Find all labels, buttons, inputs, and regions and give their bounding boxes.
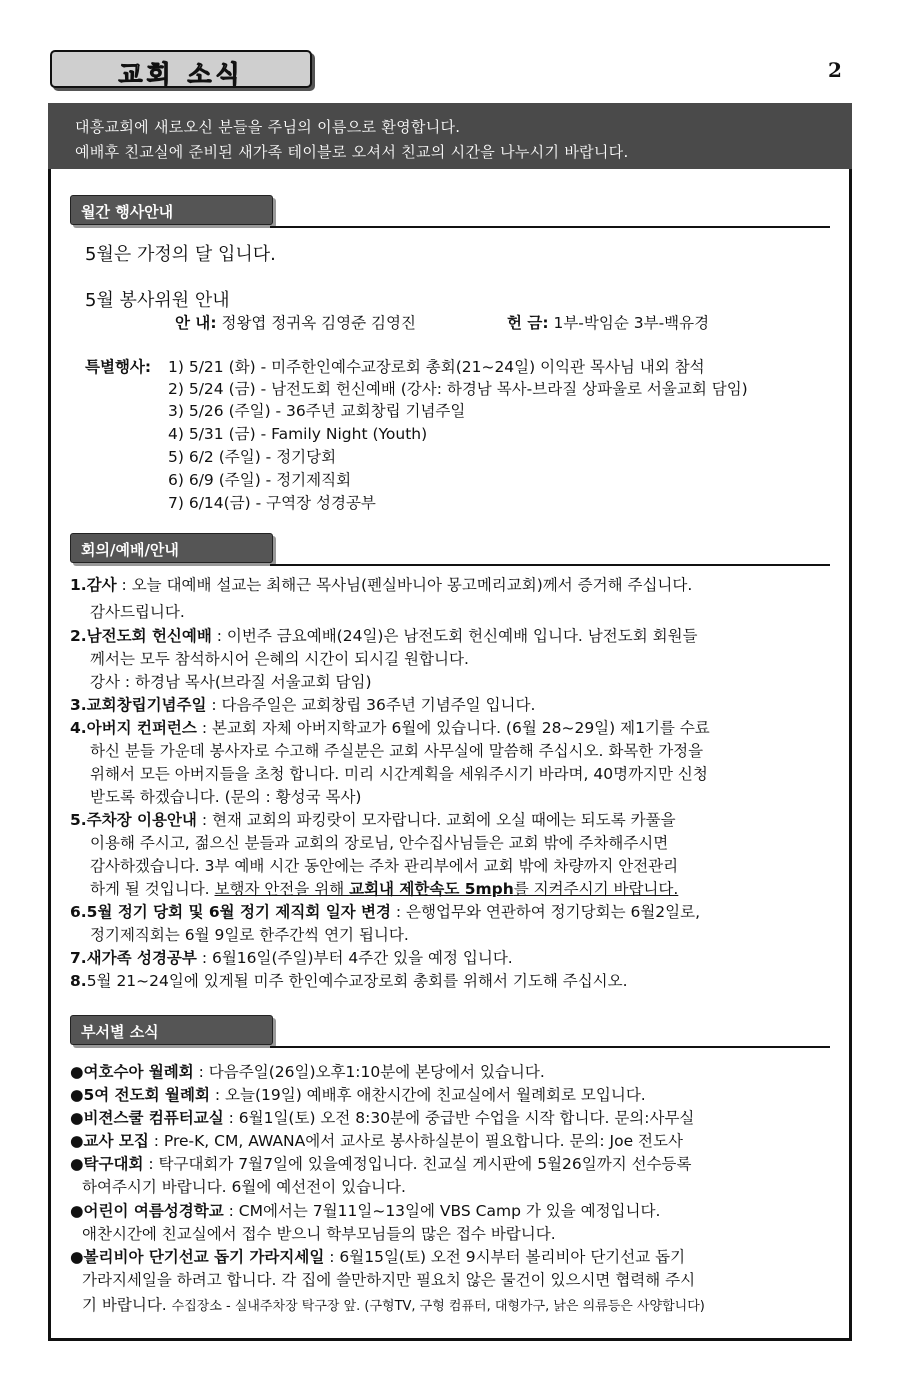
notice-5-line-4: [90, 877, 678, 899]
notice-6: [70, 900, 700, 922]
section-title-box: [50, 50, 312, 88]
page-number: 2: [828, 58, 842, 82]
notice-5-text: : 현재 교회의 파킹랏이 모자랍니다. 교회에 오실 때에는 되도록 카풀을: [196, 811, 676, 829]
month-theme: 5월은 가정의 달 입니다.: [85, 244, 276, 265]
special-event-item: 1) 5/21 (화) - 미주한인예수교장로회 총회(21~24일) 이익관 목사님 내외 참석: [168, 358, 705, 376]
special-event-item: 2) 5/24 (금) - 남전도회 헌신예배 (강사: 하경남 목사-브라질 상파울로 서울교회 담임): [168, 380, 748, 398]
dept-item: [70, 1245, 685, 1267]
notice-7-title: 7.새가족 성경공부: [70, 949, 197, 967]
special-event-item: 4) 5/31 (금) - Family Night (Youth): [168, 425, 428, 443]
dept-item: [70, 1152, 692, 1174]
section-rule: [270, 226, 830, 228]
special-event-item: 5) 6/2 (주일) - 정기당회: [168, 448, 337, 466]
offering-line: [507, 311, 709, 333]
dept-item-title: ●볼리비아 단기선교 돕기 가라지세일: [70, 1248, 325, 1266]
dept-item: [70, 1106, 694, 1128]
notice-5-line-3: 감사하겠습니다. 3부 예배 시간 동안에는 주차 관리부에서 교회 밖에 차량까지 안전관리: [90, 857, 679, 875]
dept-item: [70, 1129, 683, 1151]
volunteers-title: 5월 봉사위원 안내: [85, 290, 230, 311]
dept-item-text: : 다음주일(26일)오후1:10분에 본당에서 있습니다.: [193, 1063, 545, 1081]
collection-note: 수집장소 - 실내주차장 탁구장 앞. (구형TV, 구형 컴퓨터, 대형가구, 낡은 의류등은 사양합니다): [171, 1299, 705, 1314]
notice-1: [70, 573, 692, 595]
notice-3-title: 3.교회창립기념주일: [70, 696, 207, 714]
dept-item-text: : 탁구대회가 7월7일에 있을예정입니다. 친교실 게시판에 5월26일까지 선수등록: [143, 1155, 692, 1173]
notice-8-title: 8.: [70, 972, 87, 990]
notice-4: [70, 716, 710, 738]
notice-4-line-2: 하신 분들 가운데 봉사자로 수고해 주실분은 교회 사무실에 말씀해 주십시오. 화목한 가정을: [90, 742, 704, 760]
section-rule: [270, 564, 830, 566]
departments-heading-label: 부서별 소식: [81, 1023, 159, 1041]
offering-names: 1부-박임순 3부-백유경: [548, 314, 710, 332]
notice-6-title: 6.5월 정기 당회 및 6월 정기 제직회 일자 변경: [70, 903, 391, 921]
dept-item-title: ●탁구대회: [70, 1155, 144, 1173]
notice-5-line-4-a: 하게 될 것입니다.: [90, 880, 215, 898]
page-title: 교회 소식: [118, 60, 244, 89]
offering-label: 헌 금:: [507, 314, 549, 332]
dept-item: [70, 1083, 646, 1105]
usher-line: [175, 311, 416, 333]
usher-names: 정왕엽 정귀옥 김영준 김영진: [216, 314, 416, 332]
dept-item: [70, 1199, 660, 1221]
notice-2-text: : 이번주 금요예배(24일)은 남전도회 헌신예배 입니다. 남전도회 회원들: [211, 627, 698, 645]
notices-heading: [70, 533, 273, 563]
notices-heading-label: 회의/예배/안내: [81, 541, 179, 559]
special-event-item: 3) 5/26 (주일) - 36주년 교회창립 기념주일: [168, 402, 466, 420]
notice-3-text: : 다음주일은 교회창립 36주년 기념주일 입니다.: [206, 696, 536, 714]
monthly-events-heading-label: 월간 행사안내: [81, 203, 174, 221]
notice-7: [70, 946, 513, 968]
notice-2-line-3: 강사 : 하경남 목사(브라질 서울교회 담임): [90, 673, 372, 691]
welcome-line-1: 대흥교회에 새로오신 분들을 주님의 이름으로 환영합니다.: [75, 118, 461, 136]
dept-item-line-2: 가라지세일을 하려고 합니다. 각 집에 쓸만하지만 필요치 않은 물건이 있으시면 협력해 주시: [82, 1271, 696, 1289]
notice-4-line-4: 받도록 하겠습니다. (문의 : 황성국 목사): [90, 788, 362, 806]
notice-8-text: 5월 21~24일에 있게될 미주 한인예수교장로회 총회를 위해서 기도해 주십시오.: [86, 972, 628, 990]
dept-item-text: : 6월1일(토) 오전 8:30분에 중급반 수업을 시작 합니다. 문의:사무실: [223, 1109, 695, 1127]
notice-2-title: 2.남전도회 헌신예배: [70, 627, 212, 645]
usher-label: 안 내:: [175, 314, 217, 332]
notice-5-title: 5.주차장 이용안내: [70, 811, 197, 829]
notice-5: [70, 808, 676, 830]
special-event-item: 6) 6/9 (주일) - 정기제직회: [168, 471, 352, 489]
dept-item-title: ●여호수아 월례회: [70, 1063, 194, 1081]
notice-5-line-4-b: 보행자 안전을 위해: [214, 880, 350, 898]
dept-item-line-3-a: 기 바랍니다.: [82, 1296, 172, 1314]
dept-item-text: : CM에서는 7월11일~13일에 VBS Camp 가 있을 예정입니다.: [223, 1202, 661, 1220]
notice-6-line-2: 정기제직회는 6월 9일로 한주간씩 연기 됩니다.: [90, 926, 409, 944]
special-event-item: 7) 6/14(금) - 구역장 성경공부: [168, 494, 376, 512]
section-rule: [270, 1046, 830, 1048]
notice-4-text: : 본교회 자체 아버지학교가 6월에 있습니다. (6월 28~29일) 제1기를 수료: [196, 719, 710, 737]
notice-4-line-3: 위해서 모든 아버지들을 초청 합니다. 미리 시간계획을 세워주시기 바라며, 40명까지만 신청: [90, 765, 708, 783]
dept-item-text: : 6월15일(토) 오전 9시부터 볼리비아 단기선교 돕기: [324, 1248, 686, 1266]
dept-item-line-2: 하여주시기 바랍니다. 6월에 예선전이 있습니다.: [82, 1178, 406, 1196]
notice-2: [70, 624, 698, 646]
notice-5-line-4-d: 를 지켜주시기 바랍니다.: [513, 880, 679, 898]
special-events-label: 특별행사:: [85, 358, 152, 376]
notice-3: [70, 693, 535, 715]
dept-item-title: ●비젼스쿨 컴퓨터교실: [70, 1109, 224, 1127]
dept-item-title: ●5여 전도회 월례회: [70, 1086, 210, 1104]
dept-item-text: : Pre-K, CM, AWANA에서 교사로 봉사하실분이 필요합니다. 문의: Joe 전도사: [148, 1132, 683, 1150]
notice-1-line-2: 감사드립니다.: [90, 603, 185, 621]
dept-item-title: ●어린이 여름성경학교: [70, 1202, 224, 1220]
notice-1-text: : 오늘 대예배 설교는 최해근 목사님(펜실바니아 몽고메리교회)께서 증거해 주십니다.: [116, 576, 693, 594]
welcome-banner: [48, 103, 852, 169]
notice-1-title: 1.감사: [70, 576, 117, 594]
dept-item-title: ●교사 모집: [70, 1132, 149, 1150]
monthly-events-heading: [70, 195, 273, 225]
speed-limit-text: 교회내 제한속도 5mph: [349, 880, 514, 898]
dept-item-line-2: 애찬시간에 친교실에서 접수 받으니 학부모님들의 많은 접수 바랍니다.: [82, 1225, 556, 1243]
dept-item-text: : 오늘(19일) 예배후 애찬시간에 친교실에서 월례회로 모입니다.: [209, 1086, 646, 1104]
notice-7-text: : 6월16일(주일)부터 4주간 있을 예정 입니다.: [196, 949, 513, 967]
notice-5-line-2: 이용해 주시고, 젊으신 분들과 교회의 장로님, 안수집사님들은 교회 밖에 주차해주시면: [90, 834, 669, 852]
notice-2-line-2: 께서는 모두 참석하시어 은혜의 시간이 되시길 원합니다.: [90, 650, 469, 668]
dept-item: [70, 1060, 545, 1082]
notice-8: [70, 969, 628, 991]
welcome-line-2: 예배후 친교실에 준비된 새가족 테이블로 오셔서 친교의 시간을 나누시기 바랍니다.: [75, 143, 629, 161]
notice-6-text: : 은행업무와 연관하여 정기당회는 6월2일로,: [390, 903, 701, 921]
notice-4-title: 4.아버지 컨퍼런스: [70, 719, 197, 737]
departments-heading: [70, 1015, 273, 1045]
dept-item-line-3: [82, 1293, 705, 1315]
